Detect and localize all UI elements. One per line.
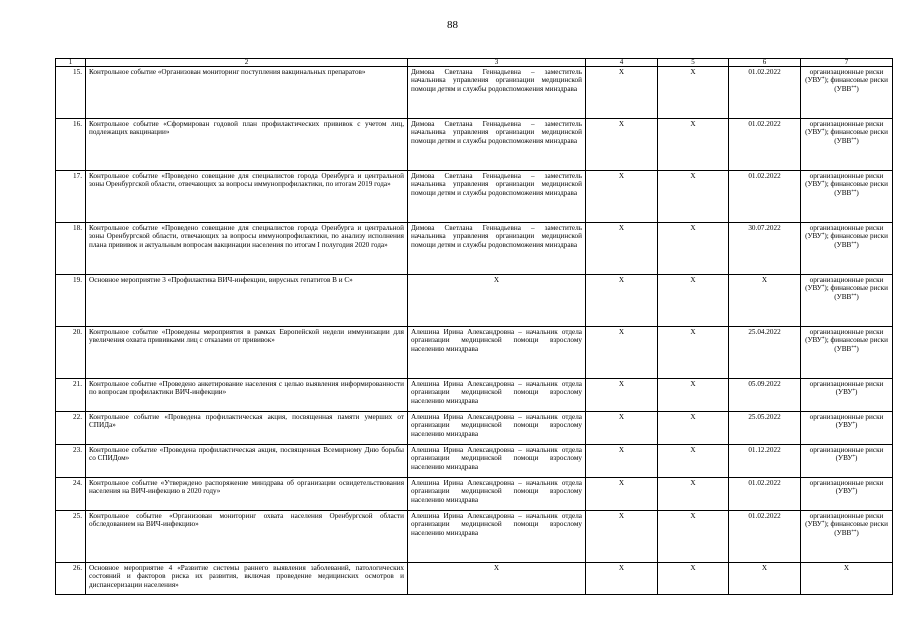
column-5-cell: Х (658, 412, 729, 445)
header-cell: 3 (408, 59, 586, 67)
event-description-cell: Контрольное событие «Утверждено распоряжение минздрава об организации освидетельствования населения на ВИЧ-инфекцию в 2020 году» (86, 478, 408, 511)
executor-cell: Алешина Ирина Александровна – начальник отдела организации медицинской помощи взрослому населению минздрава (408, 412, 586, 445)
row-number-cell: 15. (56, 67, 86, 119)
executor-cell: Алешина Ирина Александровна – начальник отдела организации медицинской помощи взрослому населению минздрава (408, 379, 586, 412)
column-5-cell: Х (658, 327, 729, 379)
column-4-cell: Х (586, 511, 658, 563)
executor-cell: Х (408, 563, 586, 595)
table-row (56, 67, 893, 119)
risk-cell: организационные риски (УВУ*); финансовые риски (УВВ**) (801, 275, 893, 327)
row-number-cell: 26. (56, 563, 86, 595)
executor-cell: Алешина Ирина Александровна – начальник отдела организации медицинской помощи взрослому населению минздрава (408, 445, 586, 478)
column-5-cell: Х (658, 563, 729, 595)
executor-cell: Х (408, 275, 586, 327)
risk-cell: организационные риски (УВУ*); финансовые риски (УВВ**) (801, 223, 893, 275)
table-row (56, 412, 893, 445)
date-cell: 01.02.2022 (729, 511, 801, 563)
risk-cell: организационные риски (УВУ*); финансовые риски (УВВ**) (801, 119, 893, 171)
table-row (56, 327, 893, 379)
header-cell: 4 (586, 59, 658, 67)
column-4-cell: Х (586, 478, 658, 511)
risk-cell: организационные риски (УВУ*); финансовые риски (УВВ**) (801, 511, 893, 563)
event-description-cell: Контрольное событие «Проведено анкетирование населения с целью выявления информированности по вопросам профилактики ВИЧ-инфекции» (86, 379, 408, 412)
date-cell: Х (729, 563, 801, 595)
date-cell: 01.12.2022 (729, 445, 801, 478)
event-description-cell: Основное мероприятие 3 «Профилактика ВИЧ-инфекции, вирусных гепатитов В и С» (86, 275, 408, 327)
date-cell: 25.05.2022 (729, 412, 801, 445)
column-4-cell: Х (586, 67, 658, 119)
page-number: 88 (447, 19, 458, 31)
table-row (56, 223, 893, 275)
risk-cell: организационные риски (УВУ*) (801, 445, 893, 478)
risk-cell: организационные риски (УВУ*) (801, 379, 893, 412)
table-row (56, 379, 893, 412)
event-description-cell: Контрольное событие «Организован мониторинг поступления вакцинальных препаратов» (86, 67, 408, 119)
date-cell: 30.07.2022 (729, 223, 801, 275)
column-5-cell: Х (658, 67, 729, 119)
column-5-cell: Х (658, 119, 729, 171)
event-description-cell: Контрольное событие «Проведены мероприятия в рамках Европейской недели иммунизации для увеличения охвата прививками лиц с отказами от прививок» (86, 327, 408, 379)
column-4-cell: Х (586, 379, 658, 412)
table-row (56, 119, 893, 171)
risk-cell: организационные риски (УВУ*) (801, 412, 893, 445)
date-cell: 05.09.2022 (729, 379, 801, 412)
table-row (56, 445, 893, 478)
header-cell: 1 (56, 59, 86, 67)
event-description-cell: Основное мероприятие 4 «Развитие системы раннего выявления заболеваний, патологических состояний и факторов риска их развития, включая проведение медицинских осмотров и диспансеризации населения» (86, 563, 408, 595)
executor-cell: Алешина Ирина Александровна – начальник отдела организации медицинской помощи взрослому населению минздрава (408, 478, 586, 511)
implementation-plan-table (55, 58, 893, 595)
column-4-cell: Х (586, 275, 658, 327)
table-row (56, 275, 893, 327)
event-description-cell: Контрольное событие «Проведено совещание для специалистов города Оренбурга и центральной зоны Оренбургской области, отвечающих за вопросы иммунопрофилактики, по итогам 2019 года» (86, 171, 408, 223)
row-number-cell: 23. (56, 445, 86, 478)
header-cell: 6 (729, 59, 801, 67)
column-4-cell: Х (586, 412, 658, 445)
row-number-cell: 19. (56, 275, 86, 327)
risk-cell: организационные риски (УВУ*) (801, 478, 893, 511)
event-description-cell: Контрольное событие «Организован мониторинг охвата населения Оренбургской области обследованием на ВИЧ-инфекцию» (86, 511, 408, 563)
event-description-cell: Контрольное событие «Проведена профилактическая акция, посвященная Всемирному Дню борьбы со СПИДом» (86, 445, 408, 478)
column-5-cell: Х (658, 379, 729, 412)
executor-cell: Димова Светлана Геннадьевна – заместитель начальника управления организации медицинской помощи детям и службы родовспоможения минздрава (408, 171, 586, 223)
executor-cell: Димова Светлана Геннадьевна – заместитель начальника управления организации медицинской помощи детям и службы родовспоможения минздрава (408, 223, 586, 275)
event-description-cell: Контрольное событие «Проведена профилактическая акция, посвященная памяти умерших от СПИДа» (86, 412, 408, 445)
row-number-cell: 21. (56, 379, 86, 412)
header-cell: 5 (658, 59, 729, 67)
event-description-cell: Контрольное событие «Проведено совещание для специалистов города Оренбурга и центральной зоны Оренбургской области, отвечающих за вопросы иммунопрофилактики, по анализу исполнения плана прививок и актуальным вопросам вакцинации населения по итогам I полугодия 2020 года» (86, 223, 408, 275)
table-header-row (56, 59, 893, 67)
event-description-cell: Контрольное событие «Сформирован годовой план профилактических прививок с учетом лиц, подлежащих вакцинации» (86, 119, 408, 171)
table-row (56, 478, 893, 511)
date-cell: 25.04.2022 (729, 327, 801, 379)
row-number-cell: 16. (56, 119, 86, 171)
column-5-cell: Х (658, 511, 729, 563)
column-5-cell: Х (658, 223, 729, 275)
table-row (56, 563, 893, 595)
row-number-cell: 18. (56, 223, 86, 275)
column-5-cell: Х (658, 445, 729, 478)
executor-cell: Димова Светлана Геннадьевна – заместитель начальника управления организации медицинской помощи детям и службы родовспоможения минздрава (408, 67, 586, 119)
date-cell: 01.02.2022 (729, 67, 801, 119)
column-4-cell: Х (586, 171, 658, 223)
column-5-cell: Х (658, 478, 729, 511)
row-number-cell: 25. (56, 511, 86, 563)
column-4-cell: Х (586, 327, 658, 379)
row-number-cell: 24. (56, 478, 86, 511)
risk-cell: организационные риски (УВУ*); финансовые риски (УВВ**) (801, 67, 893, 119)
header-cell: 2 (86, 59, 408, 67)
date-cell: 01.02.2022 (729, 119, 801, 171)
risk-cell: организационные риски (УВУ*); финансовые риски (УВВ**) (801, 327, 893, 379)
column-5-cell: Х (658, 171, 729, 223)
column-4-cell: Х (586, 119, 658, 171)
column-4-cell: Х (586, 223, 658, 275)
row-number-cell: 20. (56, 327, 86, 379)
date-cell: Х (729, 275, 801, 327)
table-row (56, 171, 893, 223)
executor-cell: Димова Светлана Геннадьевна – заместитель начальника управления организации медицинской помощи детям и службы родовспоможения минздрава (408, 119, 586, 171)
table-row (56, 511, 893, 563)
column-4-cell: Х (586, 445, 658, 478)
column-4-cell: Х (586, 563, 658, 595)
header-cell: 7 (801, 59, 893, 67)
executor-cell: Алешина Ирина Александровна – начальник отдела организации медицинской помощи взрослому населению минздрава (408, 511, 586, 563)
executor-cell: Алешина Ирина Александровна – начальник отдела организации медицинской помощи взрослому населению минздрава (408, 327, 586, 379)
date-cell: 01.02.2022 (729, 171, 801, 223)
date-cell: 01.02.2022 (729, 478, 801, 511)
row-number-cell: 17. (56, 171, 86, 223)
row-number-cell: 22. (56, 412, 86, 445)
risk-cell: Х (801, 563, 893, 595)
column-5-cell: Х (658, 275, 729, 327)
risk-cell: организационные риски (УВУ*); финансовые риски (УВВ**) (801, 171, 893, 223)
